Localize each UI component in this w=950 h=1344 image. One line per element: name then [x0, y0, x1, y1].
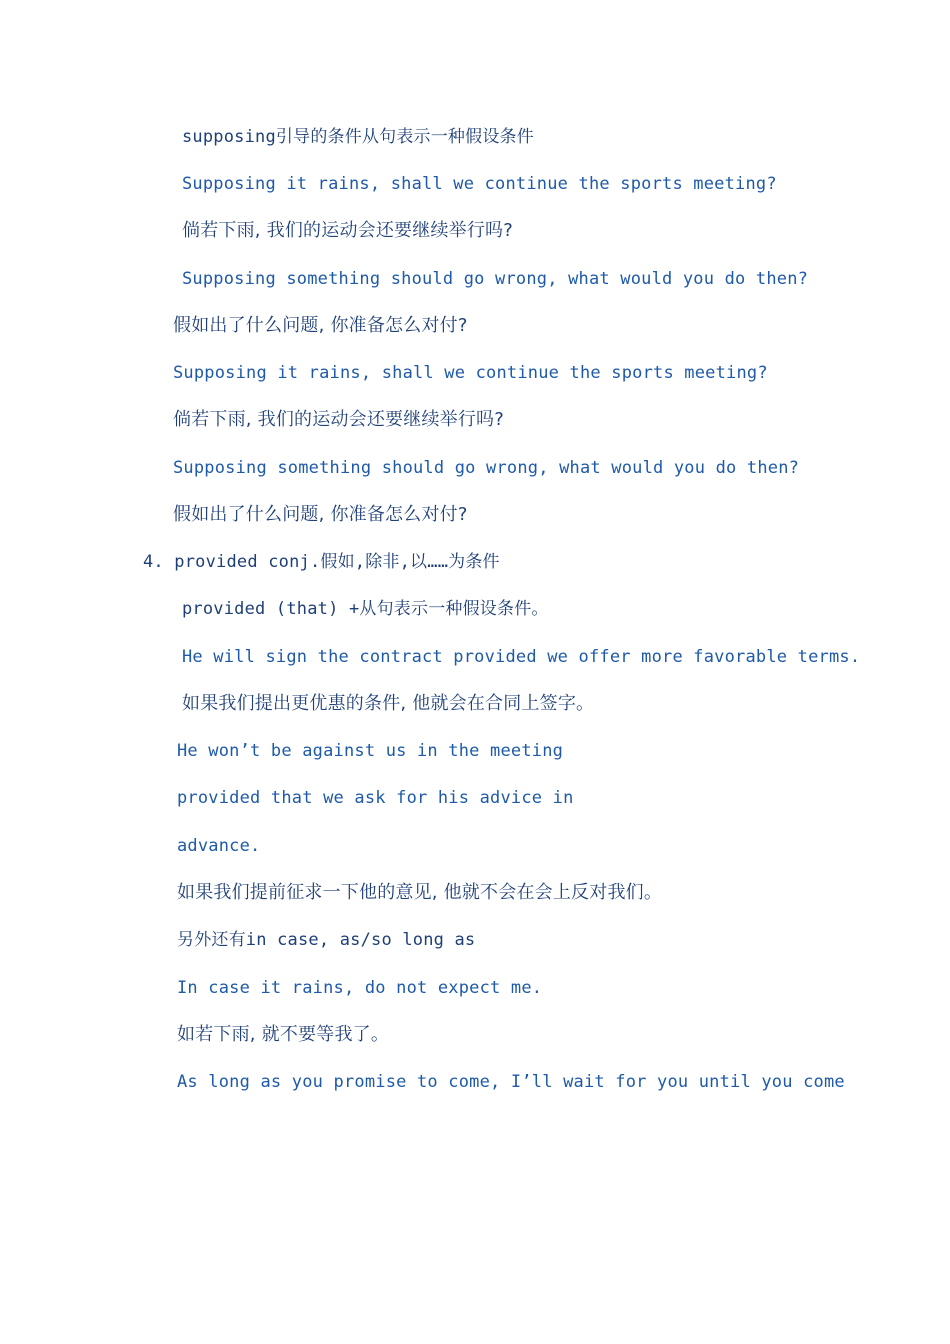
text-line-4: Supposing something should go wrong, what would you do then?: [182, 269, 809, 289]
text-line-16: advance.: [177, 836, 261, 856]
text-line-15: provided that we ask for his advice in: [177, 788, 574, 808]
text-line-9: 假如出了什么问题, 你准备怎么对付?: [173, 504, 468, 525]
section-heading-4: 4. provided conj.假如,除非,以……为条件: [143, 552, 500, 572]
text-line-20: 如若下雨, 就不要等我了。: [177, 1024, 390, 1045]
text-line-12: He will sign the contract provided we offer more favorable terms.: [182, 647, 861, 667]
text-line-6: Supposing it rains, shall we continue the sports meeting?: [173, 363, 768, 383]
text-line-1: supposing引导的条件从句表示一种假设条件: [182, 127, 534, 147]
text-line-17: 如果我们提前征求一下他的意见, 他就不会在会上反对我们。: [177, 882, 663, 903]
text-line-19: In case it rains, do not expect me.: [177, 978, 543, 998]
text-line-18: 另外还有in case, as/so long as: [177, 930, 476, 950]
text-line-13: 如果我们提出更优惠的条件, 他就会在合同上签字。: [182, 693, 595, 714]
text-line-11: provided (that) +从句表示一种假设条件。: [182, 599, 549, 619]
text-line-21: As long as you promise to come, I’ll wait for you until you come: [177, 1072, 845, 1092]
text-line-2: Supposing it rains, shall we continue the sports meeting?: [182, 174, 777, 194]
text-line-7: 倘若下雨, 我们的运动会还要继续举行吗?: [173, 409, 504, 430]
text-line-14: He won’t be against us in the meeting: [177, 741, 564, 761]
text-line-5: 假如出了什么问题, 你准备怎么对付?: [173, 315, 468, 336]
text-line-3: 倘若下雨, 我们的运动会还要继续举行吗?: [182, 220, 513, 241]
text-line-8: Supposing something should go wrong, what would you do then?: [173, 458, 800, 478]
